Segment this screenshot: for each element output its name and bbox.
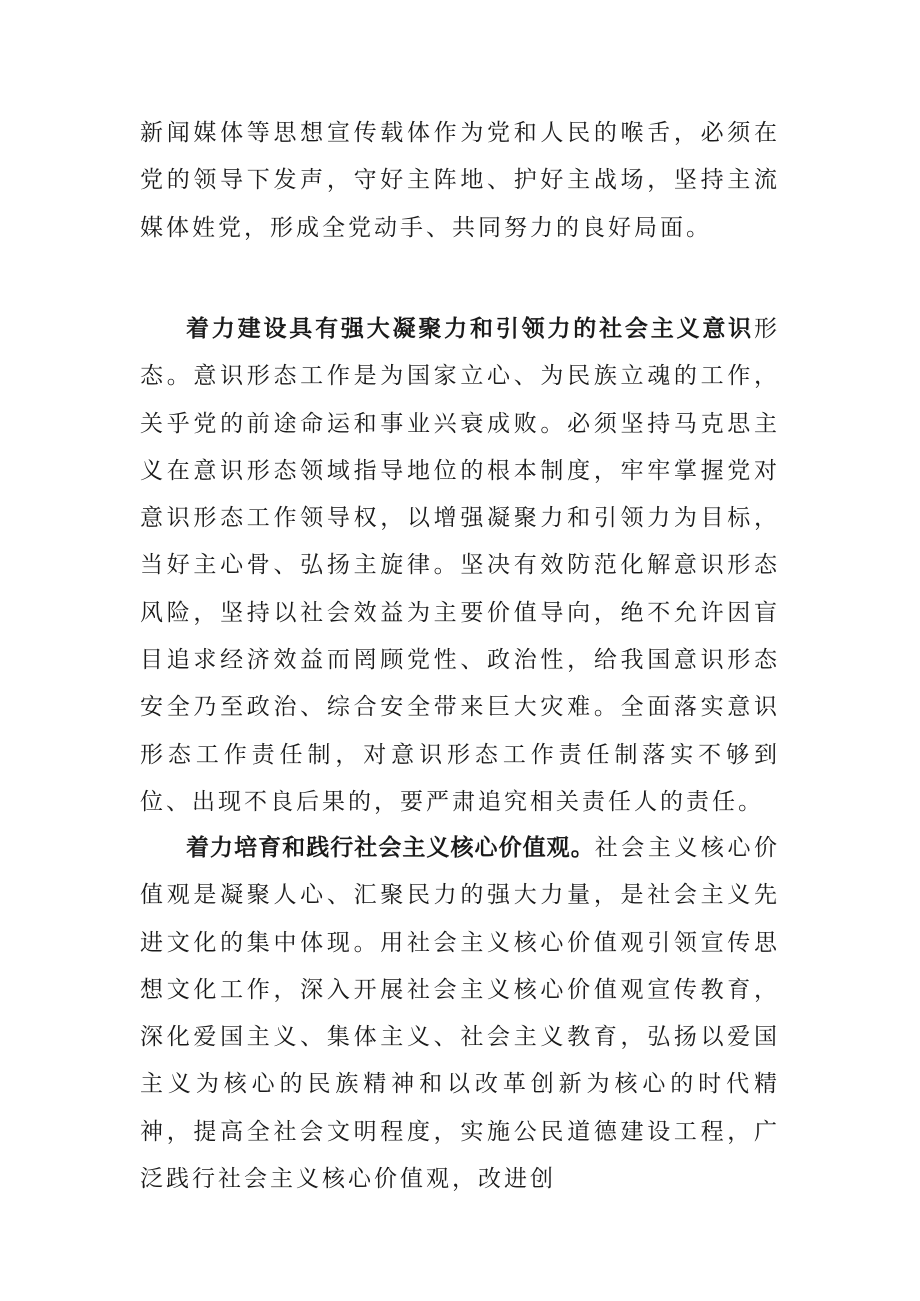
paragraph-lead-heading: 着力建设具有强大凝聚力和引领力的社会主义意识 [186, 316, 754, 342]
paragraph-text: 形态。意识形态工作是为国家立心、为民族立魂的工作，关乎党的前途命运和事业兴衰成败。必须坚持马克思主义在意识形态领域指导地位的根本制度，牢牢掌握党对意识形态工作领导权，以增强凝聚力和引领力为目标，当好主心骨、弘扬主旋律。坚决有效防范化解意识形态风险，坚持以社会效益为主要价值导向，绝不允许因盲目追求经济效益而罔顾党性、政治性，给我国意识形态安全乃至政治、综合安全带来巨大灾难。全面落实意识形态工作责任制，对意识形态工作责任制落实不够到位、出现不良后果的，要严肃追究相关责任人的责任。 [140, 316, 780, 815]
body-paragraph [140, 110, 780, 252]
body-paragraph [140, 825, 780, 1203]
paragraph-lead-heading: 着力培育和践行社会主义核心价值观。 [186, 835, 595, 861]
body-paragraph [140, 306, 780, 826]
paragraph-text: 新闻媒体等思想宣传载体作为党和人民的喉舌，必须在党的领导下发声，守好主阵地、护好主战场，坚持主流媒体姓党，形成全党动手、共同努力的良好局面。 [140, 120, 780, 241]
paragraph-text: 社会主义核心价值观是凝聚人心、汇聚民力的强大力量，是社会主义先进文化的集中体现。用社会主义核心价值观引领宣传思想文化工作，深入开展社会主义核心价值观宣传教育，深化爱国主义、集体主义、社会主义教育，弘扬以爱国主义为核心的民族精神和以改革创新为核心的时代精神，提高全社会文明程度，实施公民道德建设工程，广泛践行社会主义核心价值观，改进创 [140, 835, 781, 1193]
